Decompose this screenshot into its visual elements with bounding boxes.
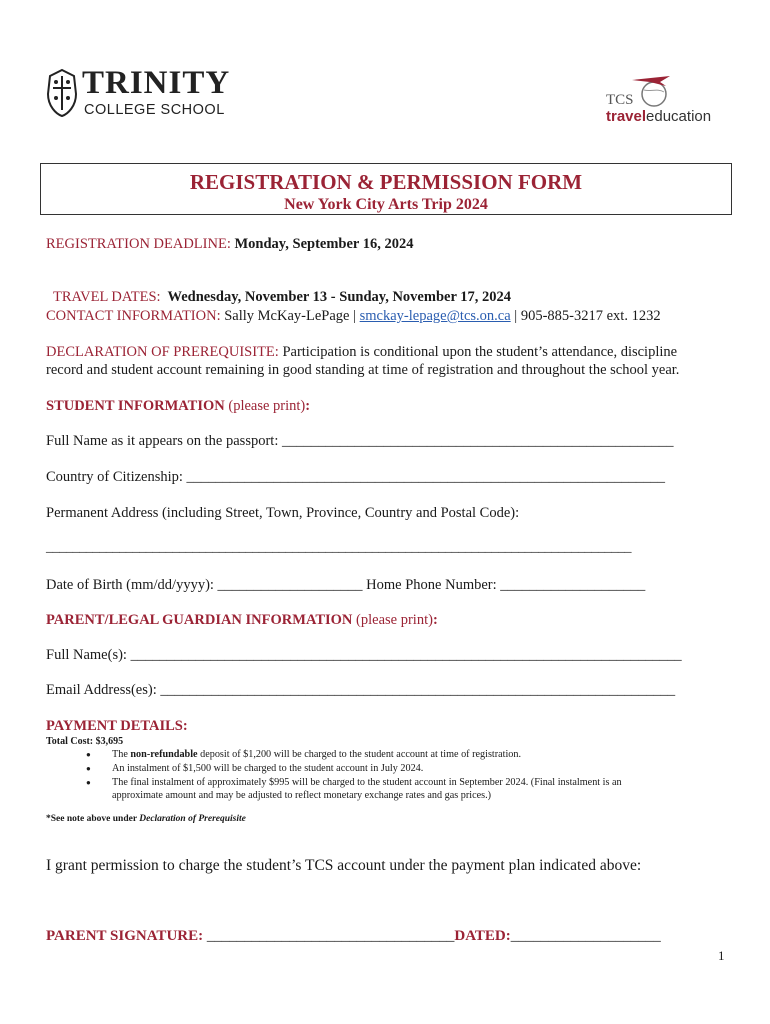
student-info-note: (please print) xyxy=(224,398,306,414)
payment-heading: PAYMENT DETAILS: xyxy=(46,718,188,734)
payment-bullet-2: ● An instalment of $1,500 will be charged to the student account in July 2024. xyxy=(86,762,622,776)
declaration-line-1 xyxy=(46,344,677,361)
dated-label: DATED: xyxy=(454,928,511,944)
contact-information xyxy=(46,308,661,325)
travel-dates-value: Wednesday, November 13 - Sunday, November 17, 2024 xyxy=(160,289,511,305)
note-italic: Declaration of Prerequisite xyxy=(139,814,246,824)
payment-total: Total Cost: $3,695 xyxy=(46,736,124,747)
globe-plane-icon xyxy=(630,72,674,110)
trinity-subtitle: COLLEGE SCHOOL xyxy=(84,102,225,118)
deadline-label: REGISTRATION DEADLINE: xyxy=(46,236,231,252)
prerequisite-note xyxy=(46,814,246,824)
student-full-name-field[interactable]: Full Name as it appears on the passport: ______________________________________________________ xyxy=(46,433,674,449)
tcs-travel-logo xyxy=(604,72,724,128)
deadline-value: Monday, September 16, 2024 xyxy=(230,236,414,252)
student-citizenship-field[interactable]: Country of Citizenship: __________________________________________________________________ xyxy=(46,469,666,485)
trinity-logo xyxy=(44,66,234,122)
declaration-line-2: record and student account remaining in good standing at time of registration and throughout the school year. xyxy=(46,362,680,378)
note-pre: *See note above under xyxy=(46,814,140,824)
title-box xyxy=(40,163,732,215)
student-address-field[interactable]: ________________________________________________________________________________________ xyxy=(46,540,632,555)
tcs-logo-text: TCS xyxy=(606,92,634,108)
bullet-1-bold: non-refundable xyxy=(130,749,198,760)
education-word: education xyxy=(646,108,712,125)
parent-names-field[interactable]: Full Name(s): ____________________________________________________________________________ xyxy=(46,647,682,663)
page-number: 1 xyxy=(718,948,725,963)
permission-statement: I grant permission to charge the student’s TCS account under the payment plan indicated above: xyxy=(46,857,642,874)
parent-info-colon: : xyxy=(432,612,438,628)
travel-dates-label: TRAVEL DATES: xyxy=(53,289,161,305)
bullet-1-post: deposit of $1,200 will be charged to the student account at time of registration. xyxy=(197,749,522,760)
form-title: REGISTRATION & PERMISSION FORM xyxy=(189,170,583,194)
signature-line xyxy=(46,928,661,945)
signature-field[interactable]: _________________________________ xyxy=(206,928,455,944)
payment-bullet-3: ● The final instalment of approximately $995 will be charged to the student account in September 2024. (Final instalment is an xyxy=(86,776,622,790)
payment-bullet-3-continued: approximate amount and may be adjusted to reflect monetary exchange rates and gas prices.) xyxy=(112,790,492,801)
payment-bullet-1 xyxy=(86,748,622,762)
parent-info-label: PARENT/LEGAL GUARDIAN INFORMATION xyxy=(46,612,353,628)
parent-info-heading xyxy=(46,612,438,629)
parent-info-note: (please print) xyxy=(352,612,433,628)
payment-bullets xyxy=(86,748,622,790)
travel-word: travel xyxy=(606,108,647,125)
dated-field[interactable]: ____________________ xyxy=(510,928,661,944)
travel-education-text xyxy=(606,108,711,125)
contact-email-link[interactable]: smckay-lepage@tcs.on.ca xyxy=(359,308,511,324)
travel-dates xyxy=(46,272,511,306)
declaration-text-1: Participation is conditional upon the student’s attendance, discipline xyxy=(278,344,678,360)
student-address-label: Permanent Address (including Street, Town, Province, Country and Postal Code): xyxy=(46,505,520,521)
contact-name: Sally McKay-LePage | xyxy=(220,308,360,324)
contact-phone: | 905-885-3217 ext. 1232 xyxy=(510,308,661,324)
signature-label: PARENT SIGNATURE: xyxy=(46,928,207,944)
student-info-label: STUDENT INFORMATION xyxy=(46,398,225,414)
parent-emails-field[interactable]: Email Address(es): _______________________________________________________________________ xyxy=(46,682,676,698)
declaration-label: DECLARATION OF PREREQUISITE: xyxy=(46,344,279,360)
student-info-colon: : xyxy=(305,398,311,414)
form-subtitle: New York City Arts Trip 2024 xyxy=(284,196,488,213)
student-info-heading xyxy=(46,398,310,415)
trinity-wordmark: TRINITY xyxy=(82,65,231,101)
contact-label: CONTACT INFORMATION: xyxy=(46,308,221,324)
student-dob-phone-field[interactable]: Date of Birth (mm/dd/yyyy): ____________________ Home Phone Number: ____________________ xyxy=(46,577,646,593)
crest-icon xyxy=(44,68,80,118)
bullet-1-pre: The xyxy=(112,749,131,760)
registration-deadline xyxy=(46,236,413,253)
